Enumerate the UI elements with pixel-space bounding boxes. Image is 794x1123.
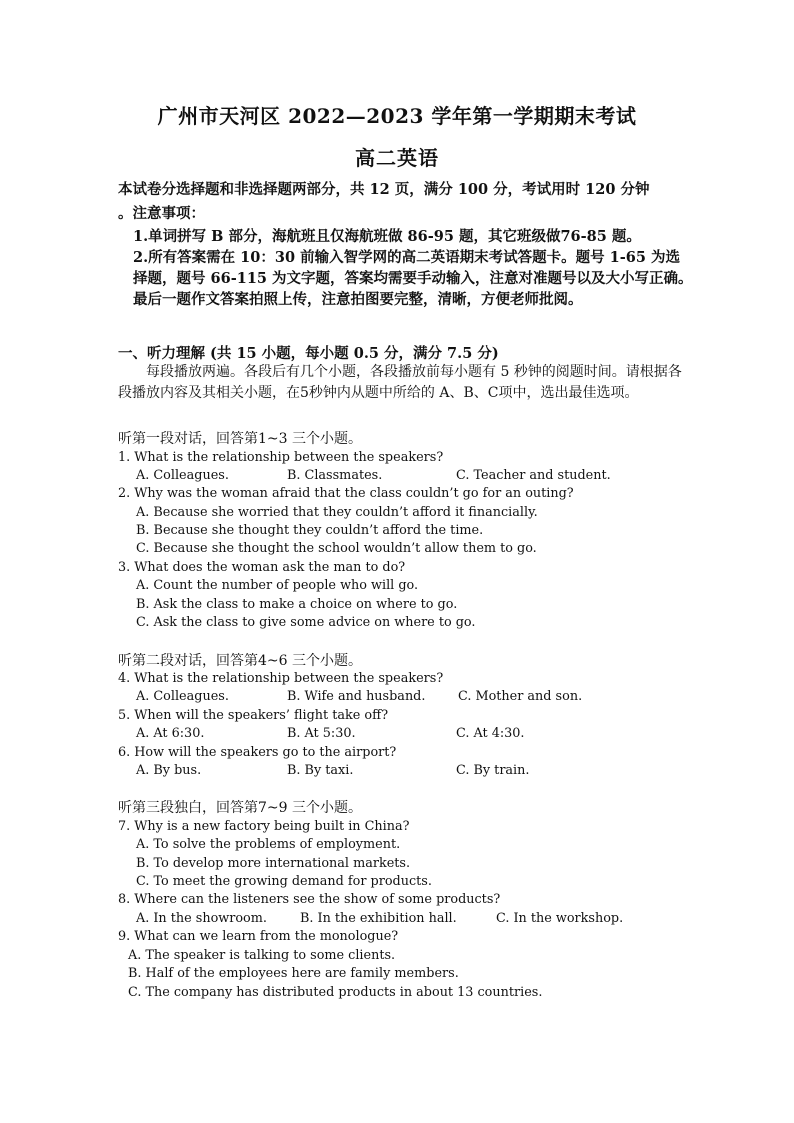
option-c: C. By train.	[456, 763, 530, 778]
question: 5. When will the speakers’ flight take off?	[118, 708, 389, 723]
option-b: B. Wife and husband.	[287, 689, 426, 704]
option-c: C. At 4:30.	[456, 726, 525, 741]
section-instructions: 每段播放两遍。各段后有几个小题，各段播放前每小题有 5 秒钟的阅题时间。请根据各段播放内容及其相关小题，在5秒钟内从题中所给的 A、B、C项中，选出最佳选项。	[118, 364, 682, 401]
option-b: B. By taxi.	[287, 763, 354, 778]
question: 6. How will the speakers go to the airport?	[118, 745, 397, 760]
option-a: A. Because she worried that they couldn’t afford it financially.	[136, 505, 538, 520]
part-heading: 听第二段对话，回答第4~6 三个小题。	[118, 653, 362, 669]
exam-subject: 高二英语	[355, 146, 439, 170]
option-a: A. By bus.	[136, 763, 202, 778]
option-b: B. Because she thought they couldn’t afford the time.	[136, 523, 484, 538]
exam-notes	[133, 226, 693, 310]
question: 4. What is the relationship between the speakers?	[118, 671, 444, 686]
option-a: A. Count the number of people who will go.	[136, 578, 419, 593]
part-heading: 听第三段独白，回答第7~9 三个小题。	[118, 800, 362, 816]
option-a: A. The speaker is talking to some clients.	[128, 948, 396, 963]
option-b: B. In the exhibition hall.	[300, 911, 457, 926]
option-c: C. Teacher and student.	[456, 468, 611, 483]
option-a: A. In the showroom.	[136, 911, 267, 926]
part-heading: 听第一段对话，回答第1~3 三个小题。	[118, 431, 362, 447]
option-c: C. Because she thought the school wouldn’t allow them to go.	[136, 541, 537, 556]
question: 1. What is the relationship between the speakers?	[118, 450, 444, 465]
intro-notice-heading: 。注意事项：	[118, 205, 205, 222]
intro-line: 本试卷分选择题和非选择题两部分，共 12 页，满分 100 分，考试用时 120 分钟	[118, 181, 650, 198]
option-a: A. At 6:30.	[136, 726, 205, 741]
question: 8. Where can the listeners see the show of some products?	[118, 892, 501, 907]
question: 9. What can we learn from the monologue?	[118, 929, 399, 944]
section-title: 一、听力理解 (共 15 小题，每小题 0.5 分，满分 7.5 分)	[118, 345, 499, 362]
exam-intro	[118, 178, 688, 226]
question: 2. Why was the woman afraid that the class couldn’t go for an outing?	[118, 486, 574, 501]
option-a: A. To solve the problems of employment.	[136, 837, 401, 852]
option-b: B. At 5:30.	[287, 726, 356, 741]
option-c: C. To meet the growing demand for products.	[136, 874, 432, 889]
option-c: C. Mother and son.	[458, 689, 583, 704]
option-b: B. To develop more international markets.	[136, 856, 411, 871]
question: 7. Why is a new factory being built in China?	[118, 819, 410, 834]
note-item: 2.所有答案需在 10：30 前输入智学网的高二英语期末考试答题卡。题号 1-65 为选择题，题号 66-115 为文字题，答案均需要手动输入，注意对准题号以及大小写正确。最后一题作文答案拍照上传，注意拍图要完整，清晰，方便老师批阅。	[133, 249, 693, 308]
option-a: A. Colleagues.	[136, 689, 229, 704]
option-b: B. Ask the class to make a choice on where to go.	[136, 597, 458, 612]
option-b: B. Classmates.	[287, 468, 383, 483]
option-c: C. Ask the class to give some advice on where to go.	[136, 615, 476, 630]
note-item: 1.单词拼写 B 部分，海航班且仅海航班做 86-95 题，其它班级做76-85 题。	[133, 228, 641, 245]
option-c: C. The company has distributed products in about 13 countries.	[128, 985, 543, 1000]
exam-title: 广州市天河区 2022—2023 学年第一学期期末考试	[157, 104, 637, 128]
option-c: C. In the workshop.	[496, 911, 624, 926]
option-a: A. Colleagues.	[136, 468, 229, 483]
option-b: B. Half of the employees here are family members.	[128, 966, 459, 981]
question: 3. What does the woman ask the man to do?	[118, 560, 406, 575]
